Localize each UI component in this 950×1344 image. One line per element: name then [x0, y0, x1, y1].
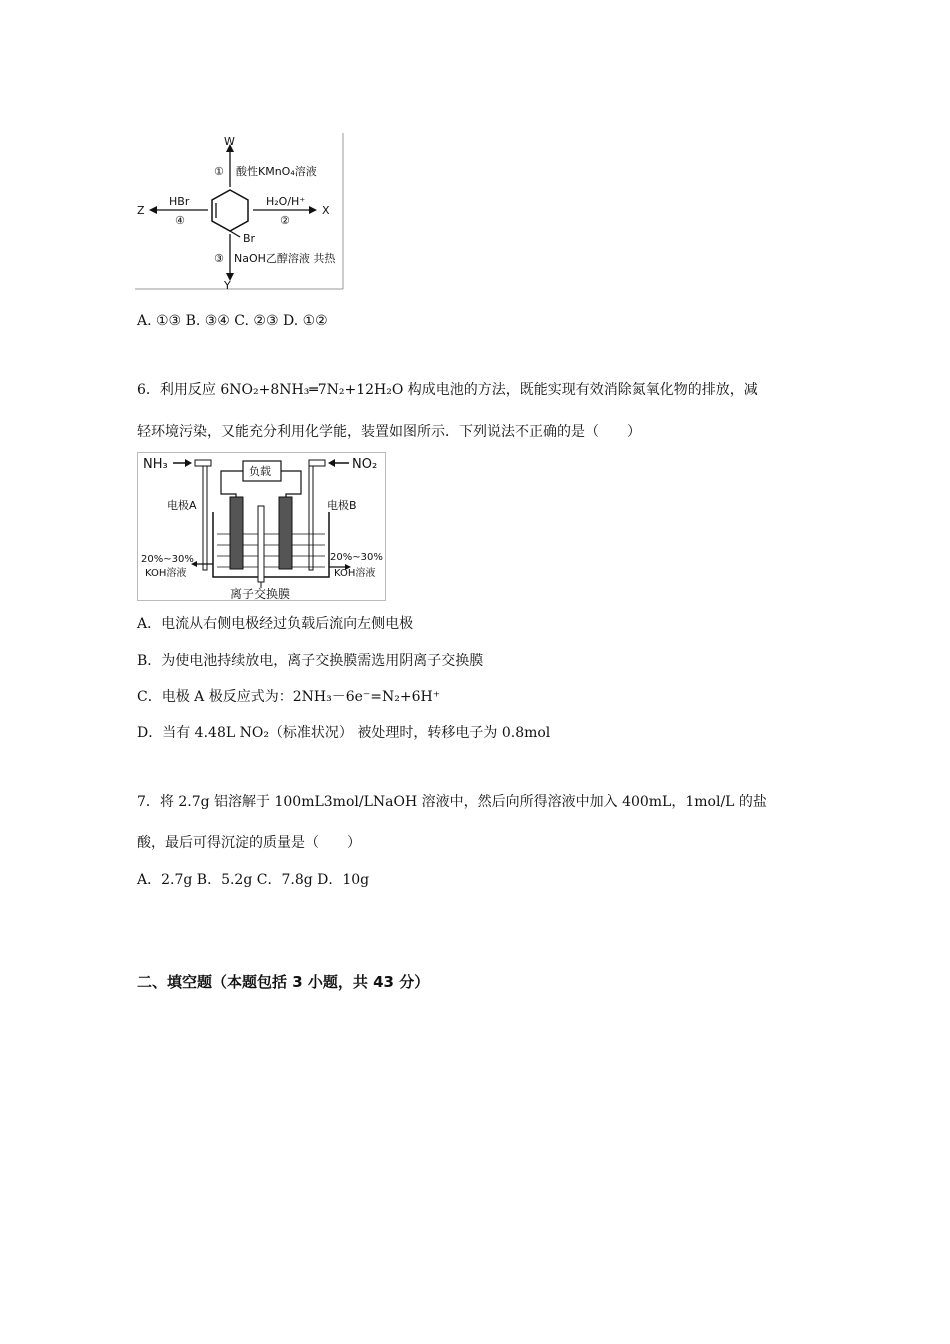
electrode-b-label: 电极B	[327, 499, 357, 512]
product-x: X	[322, 204, 330, 217]
section-2-title: 二、填空题（本题包括 3 小题，共 43 分）	[137, 973, 430, 991]
reaction-scheme-figure	[135, 133, 347, 291]
q7-options: A．2.7g B．5.2g C．7.8g D．10g	[137, 872, 370, 888]
koh-right-solution: KOH溶液	[334, 568, 376, 579]
ion-exchange-membrane	[258, 506, 264, 582]
nh3-label: NH₃	[143, 457, 168, 472]
electrode-a	[230, 497, 243, 569]
q6-option-b: B．为使电池持续放电，离子交换膜需选用阴离子交换膜	[137, 653, 484, 669]
reaction-2-number: ②	[280, 214, 290, 227]
koh-right-concentration: 20%~30%	[330, 552, 383, 563]
product-y: Y	[224, 279, 231, 291]
reaction-2-reagent: H₂O/H⁺	[266, 195, 306, 208]
battery-apparatus-figure	[137, 452, 387, 602]
q7-stem-line1: 7．将 2.7g 铝溶解于 100mL3mol/LNaOH 溶液中，然后向所得溶液中加入 400mL，1mol/L 的盐	[137, 794, 767, 810]
reaction-1-reagent: 酸性KMnO₄溶液	[236, 165, 317, 178]
membrane-label: 离子交换膜	[230, 587, 291, 601]
q6-option-c: C．电极 A 极反应式为：2NH₃－6e⁻=N₂+6H⁺	[137, 689, 441, 705]
koh-left-solution: KOH溶液	[145, 568, 187, 579]
q6-stem-line2: 轻环境污染，又能充分利用化学能，装置如图所示．下列说法不正确的是（ ）	[137, 424, 641, 440]
electrode-a-label: 电极A	[167, 499, 197, 512]
load-label: 负载	[249, 465, 271, 478]
electrode-b	[279, 497, 292, 569]
reaction-1-number: ①	[214, 165, 224, 178]
q7-stem-line2: 酸，最后可得沉淀的质量是（ ）	[137, 835, 361, 851]
q6-option-d: D．当有 4.48L NO₂（标准状况） 被处理时，转移电子为 0.8mol	[137, 725, 551, 741]
q6-option-a: A．电流从右侧电极经过负载后流向左侧电极	[137, 616, 414, 632]
koh-left-concentration: 20%~30%	[141, 554, 194, 565]
q6-stem-line1: 6．利用反应 6NO₂+8NH₃═7N₂+12H₂O 构成电池的方法，既能实现有效消除氮氧化物的排放，减	[137, 382, 758, 398]
reaction-3-number: ③	[214, 252, 224, 265]
cyclohexene-ring	[212, 190, 248, 231]
product-z: Z	[137, 204, 145, 217]
product-w: W	[224, 135, 235, 148]
bromine-substituent: Br	[243, 232, 256, 245]
q5-options: A. ①③ B. ③④ C. ②③ D. ①②	[137, 313, 328, 329]
reaction-4-reagent: HBr	[169, 195, 190, 208]
reaction-3-reagent: NaOH乙醇溶液 共热	[234, 252, 336, 265]
reaction-4-number: ④	[175, 214, 185, 227]
no2-label: NO₂	[352, 457, 378, 472]
